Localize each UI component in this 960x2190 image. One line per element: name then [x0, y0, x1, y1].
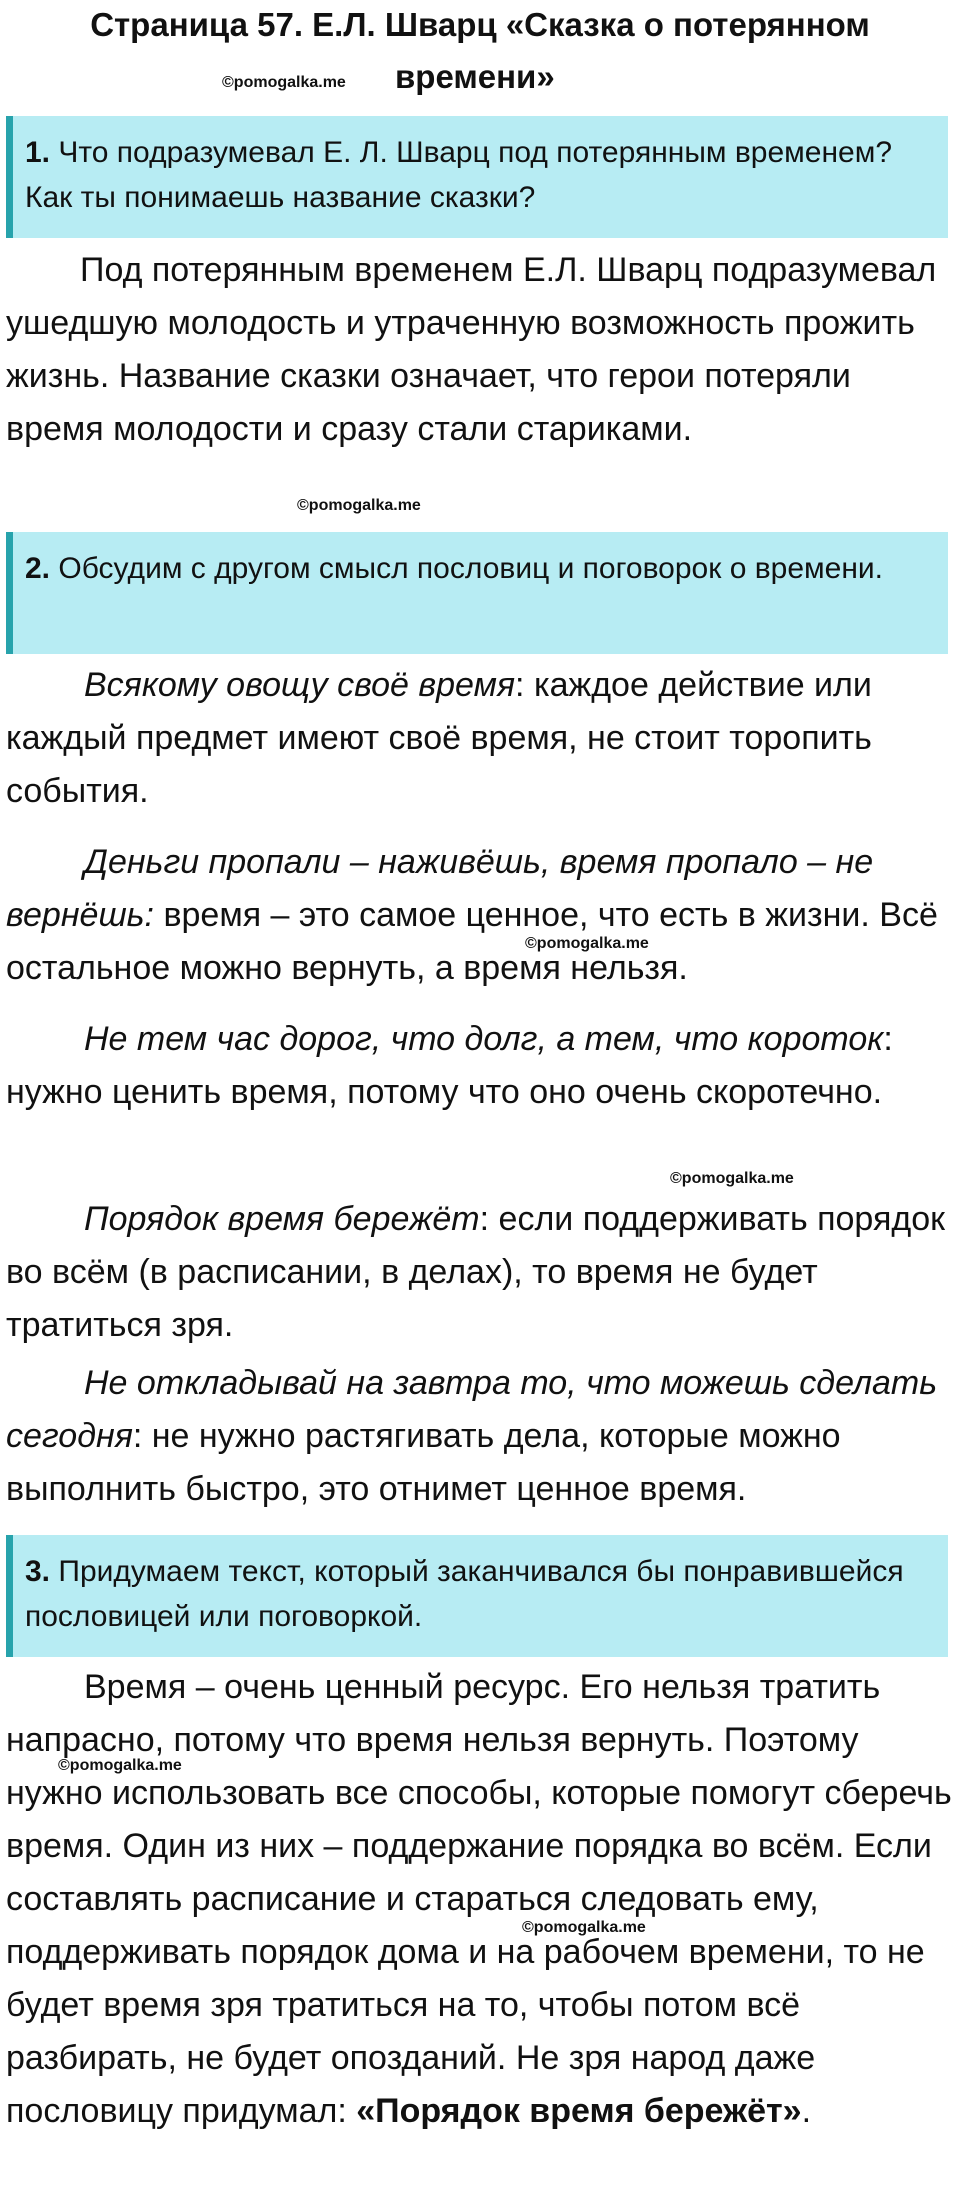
watermark: ©pomogalka.me	[58, 1757, 182, 1774]
answer-3-proverb: «Порядок время бережёт»	[356, 2092, 802, 2130]
proverb-item: Не откладывай на завтра то, что можешь сделать сегодня: не нужно растягивать дела, которые можно выполнить быстро, это отнимет ценное время.	[6, 1364, 938, 1508]
question-1-text: Что подразумевал Е. Л. Шварц под потерянным временем? Как ты понимаешь название сказки?	[25, 136, 893, 214]
proverb-item	[6, 836, 956, 995]
question-1-number: 1.	[25, 136, 51, 169]
answer-1	[6, 244, 956, 456]
proverb-text: Всякому овощу своё время	[84, 666, 516, 704]
proverb-text: Не откладывай на завтра то, что можешь сделать сегодня	[6, 1364, 938, 1455]
proverb-text: Порядок время бережёт	[84, 1200, 480, 1238]
proverb-explanation: каждое действие или каждый предмет имеют своё время, не стоит торопить события.	[6, 666, 872, 810]
title-line-1: Страница 57. Е.Л. Шварц «Сказка о потерянном	[90, 6, 870, 43]
watermark: ©pomogalka.me	[222, 74, 346, 91]
title-line-2: времени»	[395, 58, 555, 95]
watermark: ©pomogalka.me	[297, 497, 421, 514]
question-3-text: Придумаем текст, который заканчивался бы понравившейся пословицей или поговоркой.	[25, 1555, 904, 1633]
answer-3-text: Время – очень ценный ресурс. Его нельзя тратить напрасно, потому что время нельзя вернуть. Поэтому нужно использовать все способы, которые помогут сберечь время. Один из них – поддержание порядка во всём. Если составлять расписание и стараться следовать ему, поддерживать порядок дома и на рабочем времени, то не будет время зря тратиться на то, чтобы потом всё разбирать, не будет опозданий. Не зря народ даже пословицу придумал:	[6, 1668, 952, 2130]
watermark: ©pomogalka.me	[525, 935, 649, 952]
proverb-explanation: если поддерживать порядок во всём (в расписании, в делах), то время не будет тратиться зря.	[6, 1200, 945, 1344]
question-2-box	[6, 532, 948, 654]
answer-3: Время – очень ценный ресурс. Его нельзя тратить напрасно, потому что время нельзя вернуть. Поэтому нужно использовать все способы, которые помогут сберечь время. Один из них – поддержание порядка во всём. Если составлять расписание и стараться следовать ему, поддерживать порядок дома и на рабочем времени, то не будет время зря тратиться на то, чтобы потом всё разбирать, не будет опозданий. Не зря народ даже пословицу придумал: «Порядок время бережёт».	[6, 1668, 952, 2130]
question-1-box	[6, 116, 948, 238]
question-3-box	[6, 1535, 948, 1657]
watermark: ©pomogalka.me	[522, 1919, 646, 1936]
proverb-explanation: нужно ценить время, потому что оно очень скоротечно.	[6, 1073, 883, 1111]
proverb-text: Деньги пропали – наживёшь, время пропало – не вернёшь:	[6, 843, 874, 934]
question-3-number: 3.	[25, 1555, 51, 1588]
watermark: ©pomogalka.me	[670, 1170, 794, 1187]
proverb-explanation: время – это самое ценное, что есть в жизни. Всё остальное можно вернуть, а время нельзя.	[6, 896, 938, 987]
question-2-text: Обсудим с другом смысл пословиц и поговорок о времени.	[58, 552, 883, 585]
answer-1-text: Под потерянным временем Е.Л. Шварц подразумевал ушедшую молодость и утраченную возможность прожить жизнь. Название сказки означает, что герои потеряли время молодости и сразу стали стариками.	[6, 251, 937, 448]
proverb-item: Всякому овощу своё время: каждое действие или каждый предмет имеют своё время, не стоит торопить события.	[6, 666, 872, 810]
question-2-number: 2.	[25, 552, 51, 585]
proverb-explanation: не нужно растягивать дела, которые можно выполнить быстро, это отнимет ценное время.	[6, 1417, 841, 1508]
proverb-item: Порядок время бережёт: если поддерживать порядок во всём (в расписании, в делах), то время не будет тратиться зря.	[6, 1200, 945, 1344]
proverb-text: Не тем час дорог, что долг, а тем, что короток	[84, 1020, 884, 1058]
proverb-item: Не тем час дорог, что долг, а тем, что короток: нужно ценить время, потому что оно очень скоротечно.	[6, 1020, 893, 1111]
